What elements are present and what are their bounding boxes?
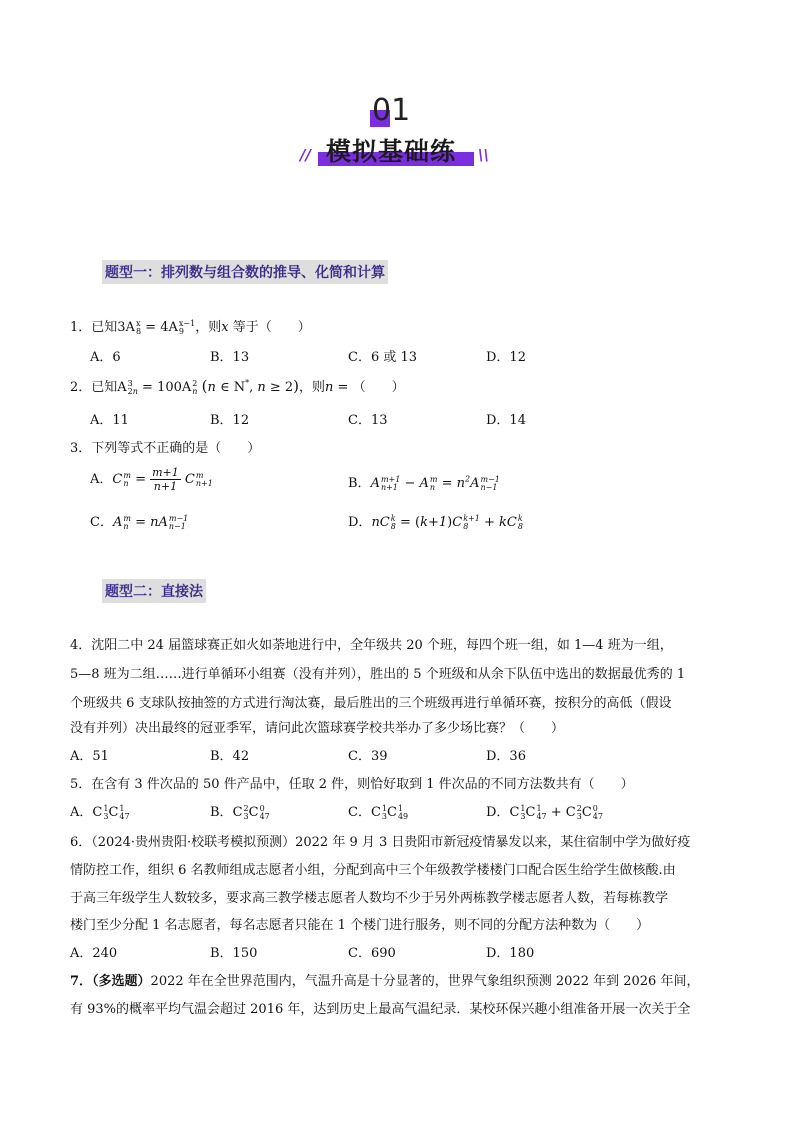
q6-option-c: C．690 <box>348 946 396 961</box>
q5-option-b-label: B． <box>210 805 233 820</box>
question-4-line-4: 没有并列）决出最终的冠亚季军，请问此次篮球赛学校共举办了多少场比赛？（ ） <box>70 721 565 736</box>
question-7-line-2: 有 93%的概率平均气温会超过 2016 年，达到历史上最高气温纪录．某校环保兴趣小组准备开展一次关于全 <box>70 1002 691 1017</box>
q6-option-a: A．240 <box>70 946 118 961</box>
question-1 <box>70 316 311 336</box>
q2-option-c: C．13 <box>348 413 388 428</box>
q3-option-a-label: A． <box>90 472 113 487</box>
q1-option-d: D．12 <box>486 350 526 365</box>
q5-option-b-formula: C2 3C0 47 <box>232 803 270 821</box>
q3-option-d-label: D． <box>348 515 372 530</box>
question-2: 2．已知A3 2n = 100A2 n (n ∈ N*, n ≥ 2)，则n = （ ） <box>70 377 405 396</box>
q3-option-a-formula: Cm n = $\frac{m+1}{n+1}$ Cm n+1 <box>112 466 213 493</box>
q7-lead: 7．（多选题） <box>70 974 151 989</box>
q3-option-c <box>90 511 188 531</box>
q1-option-b: B．13 <box>210 350 250 365</box>
question-6-line-3: 于高三年级学生人数较多，要求高三教学楼志愿者人数均不少于另外两栋教学楼志愿者人数，若每栋教学 <box>70 891 669 906</box>
header-title: 模拟基础练 <box>326 137 457 166</box>
q5-option-c-label: C． <box>348 805 371 820</box>
q3-option-b-formula: Am+1 n+1 − Am $n = n^2Am-1$ n−1 <box>370 474 500 492</box>
q4-option-d: D．36 <box>486 749 526 764</box>
q1-option-a: A．6 <box>90 350 121 365</box>
question-5: 5．在含有 3 件次品的 50 件产品中，任取 2 件，则恰好取到 1 件次品的不同方法数共有（ ） <box>70 777 634 792</box>
header-number: 01 <box>372 93 411 128</box>
section-title-1: 题型一：排列数与组合数的推导、化简和计算 <box>102 260 388 284</box>
q7-line-1-text: 2022 年在全世界范围内，气温升高是十分显著的，世界气象组织预测 2022 年到 2026 年间， <box>150 974 700 989</box>
q1-tail: ，则 <box>195 320 222 335</box>
q5-option-d <box>486 801 603 821</box>
q6-option-b: B．150 <box>210 946 258 961</box>
q1-end: 等于（ ） <box>232 320 311 335</box>
question-6-line-2: 情防控工作，组织 6 名教师组成志愿者小组，分配到高中三个年级教学楼楼门口配合医生给学生做核酸.由 <box>70 863 676 878</box>
q1-lead: 1．已知 <box>70 320 118 335</box>
q5-option-b <box>210 801 270 821</box>
q4-option-a: A．51 <box>70 749 109 764</box>
q5-option-a <box>70 801 130 821</box>
q5-option-c-formula: C1 3C1 49 <box>370 803 409 821</box>
q5-option-a-formula: C1 3C1 47 <box>92 803 130 821</box>
question-7-line-1 <box>70 970 699 989</box>
q3-option-b <box>348 472 500 492</box>
question-6-line-1: 6．（2024·贵州贵阳·校联考模拟预测）2022 年 9 月 3 日贵阳市新冠疫情暴发以来，某住宿制中学为做好疫 <box>70 835 691 850</box>
q2-option-b: B．12 <box>210 413 250 428</box>
q2-tail: ，则 <box>299 380 326 395</box>
q2-end: （ ） <box>352 380 405 395</box>
question-3: 3．下列等式不正确的是（ ） <box>70 441 261 456</box>
q5-option-d-label: D． <box>486 805 510 820</box>
q6-option-d: D．180 <box>486 946 535 961</box>
q1-var: x <box>221 320 229 335</box>
q3-option-d-formula: nCk 8 = (k+1)Ck+1 8 + kCk 8 <box>371 513 523 531</box>
q3-option-a <box>90 466 213 493</box>
q3-option-c-formula: Am n = nAm−1 n−1 <box>112 513 189 531</box>
q3-option-b-label: B． <box>348 476 371 491</box>
q2-option-a: A．11 <box>90 413 129 428</box>
question-4-line-3: 个班级共 6 支球队按抽签的方式进行淘汰赛，最后胜出的三个班级再进行单循环赛，按积分的高低（假设 <box>70 696 672 711</box>
header-right-mark: \\ <box>478 146 489 164</box>
question-4-line-2: 5—8 班为二组……进行单循环小组赛（没有并列），胜出的 5 个班级和从余下队伍中选出的数据最优秀的 1 <box>70 667 686 682</box>
q2-option-d: D．14 <box>486 413 526 428</box>
question-6-line-4: 楼门至少分配 1 名志愿者，每名志愿者只能在 1 个楼门进行服务，则不同的分配方法种数为（ ） <box>70 918 650 933</box>
q4-option-c: C．39 <box>348 749 388 764</box>
header-left-mark: // <box>300 146 311 164</box>
question-4-line-1: 4．沈阳二中 24 届篮球赛正如火如荼地进行中，全年级共 20 个班，每四个班一组，如 1—4 班为一组， <box>70 638 673 653</box>
q2-lead: 2．已知 <box>70 380 118 395</box>
q3-option-d <box>348 511 523 531</box>
q1-formula: 3Ax 8 = 4Ax−1 9 <box>117 318 196 336</box>
q4-option-b: B．42 <box>210 749 250 764</box>
section-title-2: 题型二：直接法 <box>102 579 206 603</box>
q2-formula: A3 2n = 100A2 n (n ∈ N*, n ≥ 2) <box>117 377 300 396</box>
q5-option-d-formula: C1 3C1 47 + C2 3C0 47 <box>509 803 603 821</box>
q5-option-c <box>348 801 408 821</box>
q1-option-c: C．6 或 13 <box>348 350 418 365</box>
q5-option-a-label: A． <box>70 805 93 820</box>
q3-option-c-label: C． <box>90 515 113 530</box>
